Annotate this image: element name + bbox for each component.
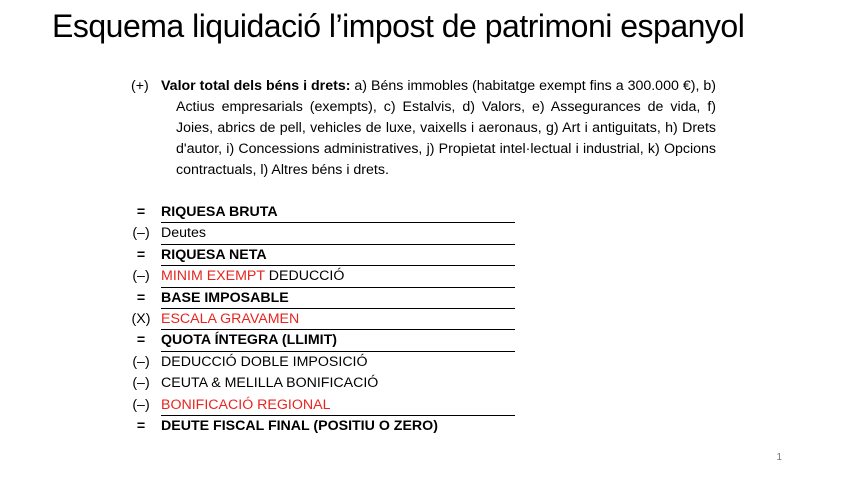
step-underline — [161, 329, 515, 330]
step-operator: (–) — [132, 225, 150, 242]
step-label-main: DEUTE FISCAL FINAL (POSITIU O ZERO) — [161, 417, 438, 434]
assets-description — [131, 76, 716, 181]
step-label-main: BASE IMPOSABLE — [161, 289, 289, 306]
step-underline — [161, 244, 515, 245]
step-underline — [161, 351, 515, 352]
step-underline — [161, 287, 515, 288]
step-label-main: MINIM EXEMPT — [161, 268, 265, 285]
step-operator: = — [136, 417, 146, 434]
step-underline — [161, 222, 515, 223]
step-operator: (X) — [131, 310, 151, 327]
step-label — [161, 290, 289, 306]
step-operator: (–) — [132, 375, 150, 392]
intro-bold-label: Valor total dels béns i drets: — [161, 78, 351, 94]
step-underline — [161, 415, 515, 416]
step-operator: (–) — [132, 396, 150, 413]
step-operator: (–) — [132, 268, 150, 285]
step-label — [161, 418, 438, 434]
step-operator: = — [136, 246, 146, 263]
intro-operator: (+) — [131, 78, 149, 94]
step-label-main: Deutes — [161, 225, 206, 242]
step-label-main: DEDUCCIÓ DOBLE IMPOSICIÓ — [161, 353, 368, 370]
step-label — [161, 397, 331, 413]
intro-text-block — [161, 76, 716, 181]
step-label — [161, 332, 337, 348]
step-operator: = — [136, 204, 146, 220]
step-label — [161, 311, 299, 327]
step-label — [161, 225, 206, 241]
step-label — [161, 354, 368, 370]
step-operator: = — [136, 289, 146, 306]
step-label-main: RIQUESA NETA — [161, 246, 267, 263]
step-underline — [161, 308, 515, 309]
step-label-main: ESCALA GRAVAMEN — [161, 310, 300, 327]
step-label — [161, 268, 344, 284]
intro-paragraph — [161, 76, 716, 181]
step-underline — [161, 265, 515, 266]
step-label — [161, 375, 378, 391]
intro-body-text: a) Béns immobles (habitatge exempt fins a 300.000 €), b) Actius empresarials (exempts), c) Estalvis, d) Valors, e) Assegurances de vida, f) Joies, abrics de pell, vehicles de luxe, vaixells i aeronaus, g) Art i antiguitats, h) Drets d'autor, i) Concessions administratives, j) Propietat intel·lectual i industrial, k) Opcions contractuals, l) Altres béns i drets. — [176, 78, 716, 178]
step-label — [161, 204, 278, 220]
step-label-main: BONIFICACIÓ REGIONAL — [161, 396, 331, 413]
step-label-main: RIQUESA BRUTA — [161, 204, 278, 220]
step-operator: (–) — [132, 353, 150, 370]
step-label-main: CEUTA & MELILLA BONIFICACIÓ — [161, 375, 379, 392]
step-label — [161, 247, 267, 263]
step-label-extra: DEDUCCIÓ — [264, 268, 345, 285]
step-label-main: QUOTA ÍNTEGRA (LLIMIT) — [161, 332, 337, 349]
page-number: 1 — [776, 452, 782, 463]
slide-title: Esquema liquidació l’impost de patrimoni espanyol — [52, 8, 745, 44]
step-operator: = — [136, 332, 146, 349]
